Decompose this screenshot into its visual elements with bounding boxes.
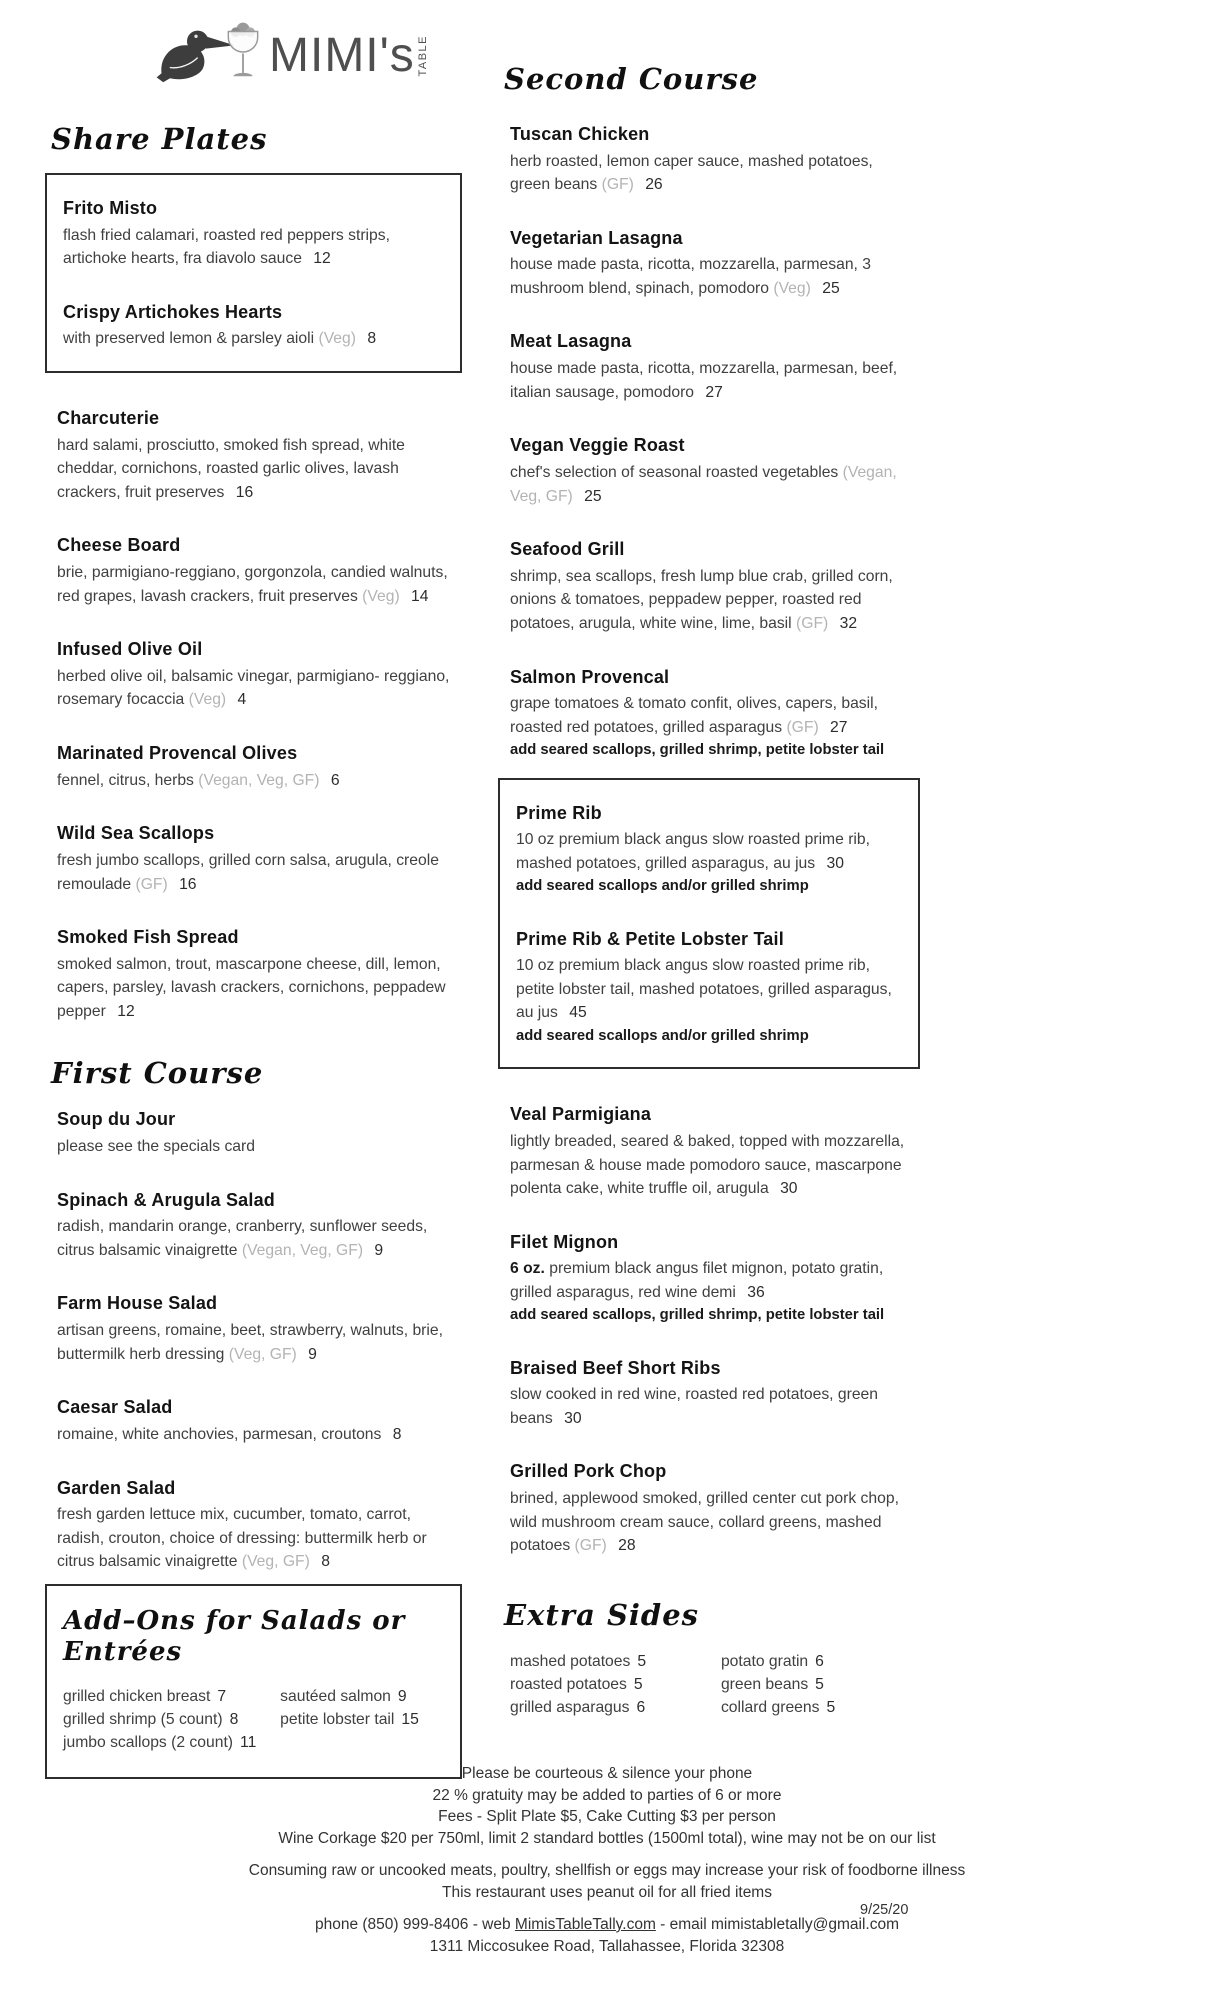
addon-price: 8 xyxy=(229,1711,239,1729)
item-price: 4 xyxy=(237,691,247,709)
item-name: Filet Mignon xyxy=(510,1231,619,1252)
side-label: grilled asparagus xyxy=(510,1698,630,1716)
item-desc-text: romaine, white anchovies, parmesan, croutons xyxy=(57,1426,382,1444)
item-desc-text: herbed olive oil, balsamic vinegar, parmigiano- reggiano, rosemary focaccia xyxy=(57,667,450,709)
item-desc-text: brie, parmigiano-reggiano, gorgonzola, candied walnuts, red grapes, lavash crackers, fruit preserves xyxy=(57,564,448,605)
dietary-tag: (Vegan, Veg, GF) xyxy=(510,464,897,505)
menu-item xyxy=(57,534,450,608)
item-name: Prime Rib & Petite Lobster Tail xyxy=(516,928,784,949)
item-desc-text: house made pasta, ricotta, mozzarella, parmesan, 3 mushroom blend, spinach, pomodoro xyxy=(510,256,871,297)
item-desc-text: 10 oz premium black angus slow roasted prime rib, mashed potatoes, grilled asparagus, au jus xyxy=(516,831,870,872)
item-name: Wild Sea Scallops xyxy=(57,823,215,844)
item-desc-text: fennel, citrus, herbs xyxy=(57,771,194,789)
dietary-tag: (Veg) xyxy=(318,330,356,348)
menu-item xyxy=(63,301,444,351)
wine-glass-icon xyxy=(221,21,265,83)
side-price: 6 xyxy=(815,1652,824,1670)
item-description xyxy=(510,1487,908,1558)
item-desc-text: brined, applewood smoked, grilled center cut pork chop, wild mushroom cream sauce, collard greens, mashed potatoes xyxy=(510,1490,899,1555)
menu-item xyxy=(57,1292,450,1366)
side-item xyxy=(721,1651,908,1674)
item-desc-text: fresh garden lettuce mix, cucumber, tomato, carrot, radish, crouton, choice of dressing: buttermilk herb or citrus balsamic vinaigrette xyxy=(57,1506,427,1571)
side-label: mashed potatoes xyxy=(510,1652,631,1670)
dietary-tag: (Veg, GF) xyxy=(241,1553,310,1571)
sides-list-1 xyxy=(510,1651,721,1720)
item-name: Charcuterie xyxy=(57,407,160,428)
item-price: 8 xyxy=(321,1553,330,1571)
side-price: 5 xyxy=(633,1675,643,1693)
item-addon-note: add seared scallops and/or grilled shrimp xyxy=(516,1028,809,1045)
side-label: collard greens xyxy=(720,1698,820,1716)
menu-item xyxy=(63,197,444,271)
item-price: 16 xyxy=(179,875,197,893)
item-name: Smoked Fish Spread xyxy=(57,927,239,948)
share-box-list xyxy=(63,197,444,351)
right-column xyxy=(498,20,920,1719)
item-name: Braised Beef Short Ribs xyxy=(510,1357,721,1378)
addons-list-2 xyxy=(280,1686,444,1755)
item-price: 12 xyxy=(313,250,331,268)
addon-item xyxy=(63,1732,280,1755)
item-price: 9 xyxy=(308,1345,317,1363)
menu-date: 9/25/20 xyxy=(860,1902,909,1918)
prime-rib-box xyxy=(498,778,920,1070)
item-desc-text: chef's selection of seasonal roasted vegetables xyxy=(510,464,839,482)
item-price: 30 xyxy=(826,854,844,872)
item-description xyxy=(510,692,908,739)
dietary-tag: (Vegan, Veg, GF) xyxy=(198,771,320,789)
share-plates-box xyxy=(45,173,462,373)
item-description xyxy=(510,461,908,508)
section-title-first-course: First Course xyxy=(51,1055,264,1090)
footer-notice-line: Fees - Split Plate $5, Cake Cutting $3 per person xyxy=(438,1808,776,1825)
item-price: 30 xyxy=(780,1180,798,1198)
addons-columns xyxy=(63,1686,444,1755)
item-description xyxy=(57,1503,450,1574)
item-name: Vegan Veggie Roast xyxy=(510,435,685,456)
side-price: 5 xyxy=(637,1652,647,1670)
item-addon-note: add seared scallops and/or grilled shrimp xyxy=(516,878,809,895)
item-name: Grilled Pork Chop xyxy=(510,1461,667,1482)
addons-list-1 xyxy=(63,1686,280,1755)
item-desc-text: radish, mandarin orange, cranberry, sunflower seeds, citrus balsamic vinaigrette xyxy=(57,1218,428,1259)
item-desc-text: flash fried calamari, roasted red peppers strips, artichoke hearts, fra diavolo sauce xyxy=(63,226,390,268)
item-description xyxy=(510,253,908,300)
menu-item xyxy=(57,926,450,1023)
item-price: 26 xyxy=(645,176,663,194)
item-description xyxy=(63,327,444,351)
footer-notice-line: Wine Corkage $20 per 750ml, limit 2 standard bottles (1500ml total), wine may not be on our list xyxy=(278,1829,936,1847)
item-price: 25 xyxy=(584,487,602,505)
item-price: 27 xyxy=(830,718,848,736)
addon-item xyxy=(280,1686,444,1709)
item-price: 32 xyxy=(839,615,858,633)
section-title-extra-sides: Extra Sides xyxy=(504,1597,699,1632)
addon-price: 7 xyxy=(217,1688,227,1706)
section-title-share-plates: Share Plates xyxy=(51,122,268,156)
item-addon-note: add seared scallops, grilled shrimp, petite lobster tail xyxy=(510,1307,885,1324)
item-desc-text: house made pasta, ricotta, mozzarella, parmesan, beef, italian sausage, pomodoro xyxy=(510,360,898,401)
menu-item xyxy=(510,666,908,762)
side-price: 6 xyxy=(636,1698,646,1716)
side-label: green beans xyxy=(720,1675,809,1693)
menu-item xyxy=(510,1231,908,1327)
menu-item xyxy=(57,822,450,896)
item-description xyxy=(510,1130,908,1201)
side-item xyxy=(721,1674,908,1697)
section-title-second-course: Second Course xyxy=(504,62,759,96)
item-name: Marinated Provencal Olives xyxy=(57,743,298,764)
menu-item xyxy=(510,227,908,301)
item-description xyxy=(57,953,450,1024)
menu-item xyxy=(516,802,902,898)
side-price: 5 xyxy=(815,1675,824,1693)
item-desc-text: premium black angus filet mignon, potato gratin, grilled asparagus, red wine demi xyxy=(510,1260,884,1301)
second-course-list-a xyxy=(498,123,920,762)
item-name: Frito Misto xyxy=(63,197,158,218)
menu-item xyxy=(57,638,450,712)
item-desc-text: with preserved lemon & parsley aioli xyxy=(63,330,315,348)
brand-subtitle: TABLE xyxy=(416,35,429,77)
addon-label: grilled chicken breast xyxy=(63,1688,211,1706)
side-item xyxy=(510,1651,721,1674)
address-line: 1311 Miccosukee Road, Tallahassee, Florida 32308 xyxy=(429,1937,785,1955)
contact-email: - email mimistabletally@gmail.com xyxy=(655,1916,899,1933)
footer-warning-line: Consuming raw or uncooked meats, poultry, shellfish or eggs may increase your risk of foodborne illness xyxy=(248,1862,966,1879)
item-description xyxy=(57,665,450,712)
section-title-addons: Add–Ons for Salads or Entrées xyxy=(63,1606,406,1668)
dietary-tag: (GF) xyxy=(601,176,634,194)
dietary-tag: (Vegan, Veg, GF) xyxy=(241,1241,364,1259)
item-desc-text: shrimp, sea scallops, fresh lump blue crab, grilled corn, onions & tomatoes, peppadew pepper, roasted red potatoes, arugula, white wine, lime, basil xyxy=(510,567,893,633)
addon-item xyxy=(280,1709,444,1732)
menu-item xyxy=(510,330,908,404)
item-desc-text: fresh jumbo scallops, grilled corn salsa, arugula, creole remoulade xyxy=(57,852,439,893)
item-size-prefix: 6 oz. xyxy=(510,1260,545,1278)
item-name: Farm House Salad xyxy=(57,1293,218,1314)
item-description xyxy=(510,565,908,636)
side-item xyxy=(510,1674,721,1697)
sides-list-2 xyxy=(721,1651,908,1720)
menu-item xyxy=(57,1477,450,1574)
dietary-tag: (GF) xyxy=(574,1537,607,1555)
item-price: 36 xyxy=(747,1283,765,1301)
menu-item xyxy=(57,742,450,792)
side-item xyxy=(721,1697,908,1720)
menu-item xyxy=(510,434,908,508)
menu-item xyxy=(57,1189,450,1263)
item-description xyxy=(57,1319,450,1366)
item-name: Seafood Grill xyxy=(510,539,625,560)
item-price: 30 xyxy=(564,1409,582,1427)
menu-item xyxy=(516,928,902,1048)
side-price: 5 xyxy=(826,1698,836,1716)
contact-line xyxy=(0,1914,1214,1936)
share-plates-list xyxy=(45,407,462,1024)
menu-item xyxy=(510,123,908,197)
item-description xyxy=(57,1423,450,1447)
item-desc-text: grape tomatoes & tomato confit, olives, capers, basil, roasted red potatoes, grilled asparagus xyxy=(510,695,878,736)
dietary-tag: (Veg) xyxy=(362,587,400,605)
addon-label: petite lobster tail xyxy=(280,1711,395,1729)
item-desc-text: hard salami, prosciutto, smoked fish spread, white cheddar, cornichons, roasted garlic olives, lavash crackers, fruit preserves xyxy=(57,436,405,501)
item-price: 9 xyxy=(374,1241,384,1259)
item-name: Veal Parmigiana xyxy=(510,1104,652,1125)
item-name: Salmon Provencal xyxy=(510,666,670,687)
item-name: Spinach & Arugula Salad xyxy=(57,1189,275,1210)
website-link[interactable]: MimisTableTally.com xyxy=(514,1916,656,1933)
dietary-tag: (GF) xyxy=(786,718,819,736)
item-description xyxy=(57,434,450,505)
item-description xyxy=(510,357,908,404)
dietary-tag: (Veg) xyxy=(188,691,227,709)
item-desc-text: smoked salmon, trout, mascarpone cheese, dill, lemon, capers, parsley, lavash crackers, cornichons, peppadew pepper xyxy=(57,955,446,1020)
side-label: roasted potatoes xyxy=(510,1675,627,1693)
menu-item xyxy=(510,1103,908,1200)
item-description xyxy=(510,1383,908,1430)
addon-price: 11 xyxy=(240,1734,257,1752)
item-name: Tuscan Chicken xyxy=(510,123,650,144)
item-price: 8 xyxy=(367,330,377,348)
menu-item xyxy=(510,1460,908,1557)
prime-rib-list xyxy=(516,802,902,1048)
item-price: 28 xyxy=(618,1537,636,1555)
item-description xyxy=(57,849,450,896)
addon-item xyxy=(63,1686,280,1709)
item-price: 6 xyxy=(330,771,340,789)
addon-item xyxy=(63,1709,280,1732)
item-description xyxy=(57,1135,450,1159)
item-name: Vegetarian Lasagna xyxy=(510,227,683,248)
footer-warning-line: This restaurant uses peanut oil for all fried items xyxy=(442,1883,772,1901)
item-desc-text: please see the specials card xyxy=(57,1138,255,1156)
restaurant-logo xyxy=(155,20,462,92)
menu-item xyxy=(57,1108,450,1158)
contact-phone-web: phone (850) 999-8406 - web xyxy=(314,1916,515,1933)
addon-price: 9 xyxy=(397,1688,407,1706)
left-column xyxy=(45,20,462,1779)
menu-item xyxy=(510,538,908,635)
item-addon-note: add seared scallops, grilled shrimp, petite lobster tail xyxy=(510,742,885,759)
footer-warnings xyxy=(0,1860,1214,1903)
item-desc-text: lightly breaded, seared & baked, topped with mozzarella, parmesan & house made pomodoro sauce, mascarpone polenta cake, white truffle oil, arugula xyxy=(510,1132,905,1198)
item-description xyxy=(57,769,450,793)
item-price: 8 xyxy=(392,1426,402,1444)
dietary-tag: (GF) xyxy=(796,615,829,633)
item-price: 12 xyxy=(117,1003,135,1020)
item-desc-text: 10 oz premium black angus slow roasted prime rib, petite lobster tail, mashed potatoes, grilled asparagus, au jus xyxy=(516,957,892,1022)
logo-art xyxy=(155,23,265,89)
item-name: Crispy Artichokes Hearts xyxy=(63,301,283,322)
item-description xyxy=(516,828,902,875)
item-description xyxy=(57,1215,450,1262)
dietary-tag: (Veg, GF) xyxy=(228,1345,297,1363)
footer-notice-line: 22 % gratuity may be added to parties of 6 or more xyxy=(432,1786,782,1804)
item-description xyxy=(510,1257,908,1304)
item-name: Prime Rib xyxy=(516,802,602,823)
addon-label: grilled shrimp (5 count) xyxy=(63,1711,223,1729)
item-description xyxy=(63,224,444,271)
item-price: 45 xyxy=(569,1004,587,1022)
dietary-tag: (GF) xyxy=(135,875,168,893)
addon-label: sautéed salmon xyxy=(280,1688,391,1706)
extra-sides-columns xyxy=(498,1651,920,1720)
menu-item xyxy=(57,407,450,504)
item-desc-text: herb roasted, lemon caper sauce, mashed potatoes, green beans xyxy=(510,152,873,194)
footer-notice-line: Please be courteous & silence your phone xyxy=(461,1765,753,1782)
second-course-list-b xyxy=(498,1103,920,1558)
item-name: Caesar Salad xyxy=(57,1397,173,1418)
item-description xyxy=(516,954,902,1025)
addons-box xyxy=(45,1584,462,1779)
item-name: Cheese Board xyxy=(57,535,181,556)
brand-name: MIMI's xyxy=(269,29,415,82)
menu-item xyxy=(57,1396,450,1446)
item-name: Soup du Jour xyxy=(57,1109,176,1130)
addon-label: jumbo scallops (2 count) xyxy=(63,1734,234,1752)
item-price: 27 xyxy=(705,383,723,401)
item-description xyxy=(510,150,908,197)
menu-item xyxy=(510,1357,908,1431)
side-item xyxy=(510,1697,721,1720)
dietary-tag: (Veg) xyxy=(773,279,811,297)
item-description xyxy=(57,561,450,608)
item-desc-text: slow cooked in red wine, roasted red potatoes, green beans xyxy=(510,1386,879,1427)
side-label: potato gratin xyxy=(720,1652,809,1670)
item-name: Infused Olive Oil xyxy=(57,639,203,660)
item-price: 16 xyxy=(235,483,254,501)
item-name: Meat Lasagna xyxy=(510,331,632,352)
item-desc-text: artisan greens, romaine, beet, strawberry, walnuts, brie, buttermilk herb dressing xyxy=(57,1322,443,1363)
item-name: Garden Salad xyxy=(57,1477,176,1498)
addon-price: 15 xyxy=(401,1711,419,1729)
item-price: 14 xyxy=(411,587,429,605)
first-course-list xyxy=(45,1108,462,1574)
item-price: 25 xyxy=(822,279,840,297)
